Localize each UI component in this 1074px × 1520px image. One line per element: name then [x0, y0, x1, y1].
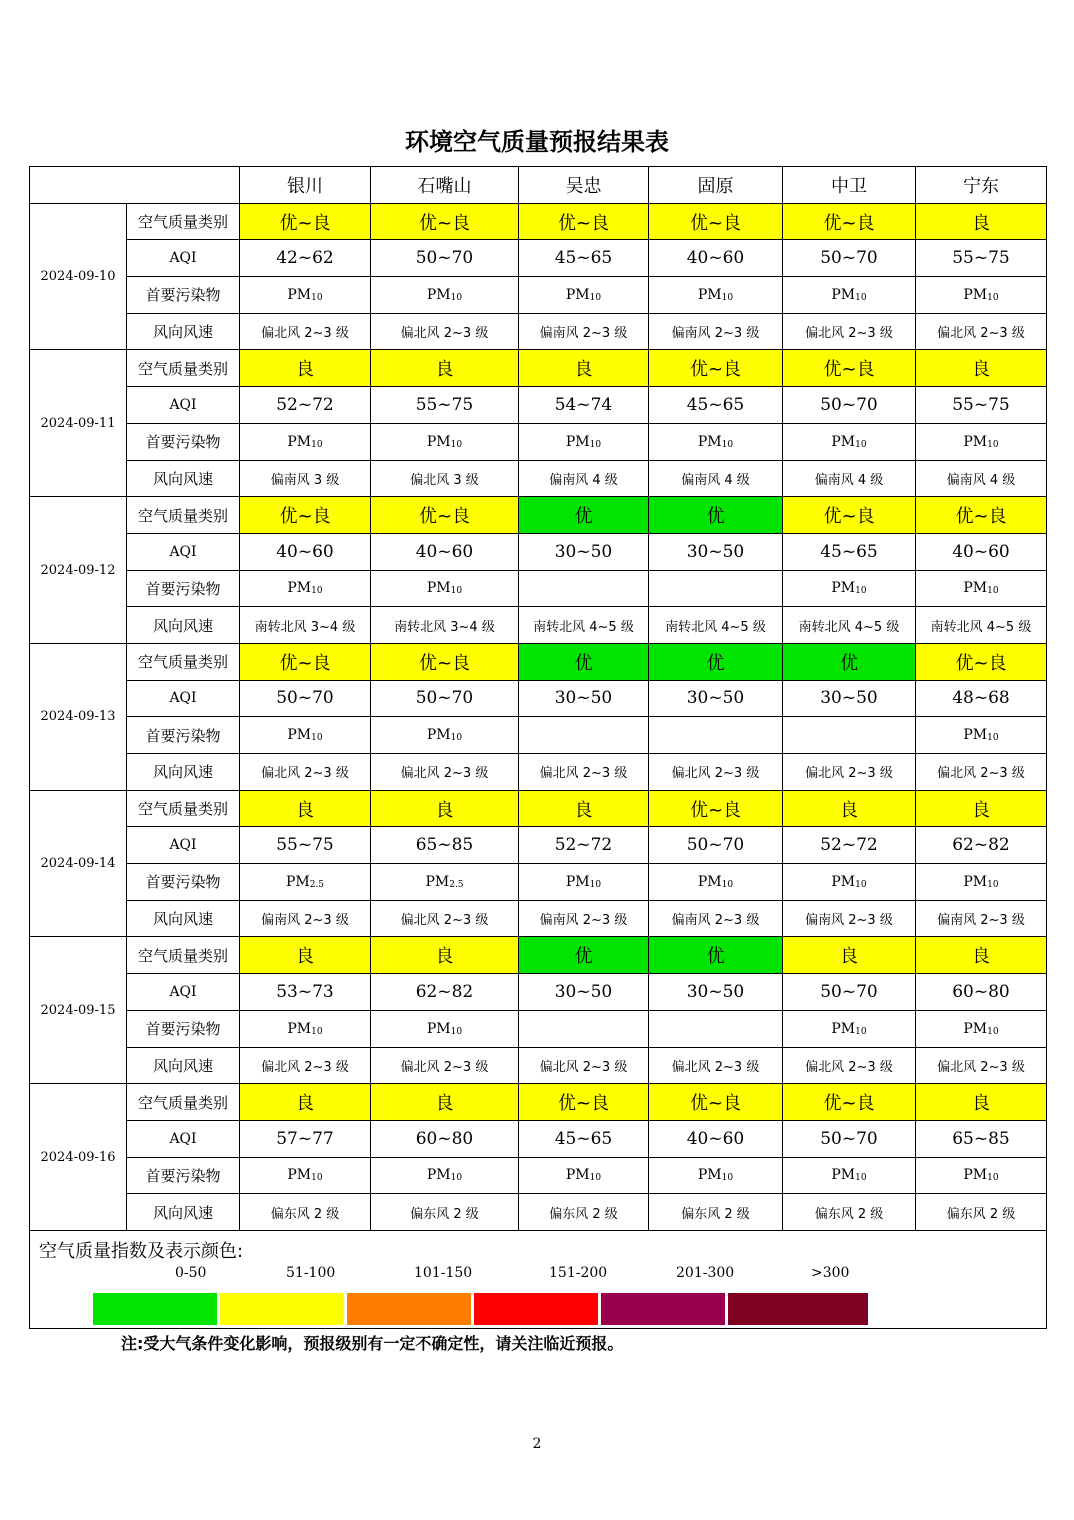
row-label-wind: 风向风速 [127, 313, 240, 350]
table-row [30, 533, 1047, 570]
category-cell: 良 [916, 790, 1047, 827]
table-row [30, 717, 1047, 754]
pollutant-cell: $PM_{10}$ [649, 423, 783, 460]
legend-range-label: 0-50 [175, 1264, 207, 1281]
category-cell: 良 [240, 350, 371, 387]
category-cell: 优 [519, 643, 649, 680]
table-row [30, 974, 1047, 1011]
row-label-wind: 风向风速 [127, 1194, 240, 1231]
category-cell: 良 [519, 790, 649, 827]
header-row [30, 167, 1047, 204]
table-row [30, 313, 1047, 350]
wind-cell: 偏北风 2~3 级 [371, 1047, 519, 1084]
category-cell: 优 [649, 497, 783, 534]
table-row [30, 570, 1047, 607]
category-cell: 良 [240, 937, 371, 974]
table-row [30, 680, 1047, 717]
table-row [30, 387, 1047, 424]
aqi-cell: 30~50 [519, 680, 649, 717]
pollutant-cell: $PM_{10}$ [916, 423, 1047, 460]
wind-cell: 南转北风 3~4 级 [240, 607, 371, 644]
row-label-pollutant: 首要污染物 [127, 717, 240, 754]
pollutant-cell: $PM_{10}$ [783, 423, 916, 460]
category-cell: 优~良 [783, 497, 916, 534]
wind-cell: 偏南风 2~3 级 [649, 313, 783, 350]
table-row [30, 277, 1047, 314]
pollutant-cell: $PM_{10}$ [519, 1157, 649, 1194]
row-label-category: 空气质量类别 [127, 790, 240, 827]
pollutant-cell: $PM_{10}$ [916, 1157, 1047, 1194]
pollutant-cell: $PM_{10}$ [783, 1010, 916, 1047]
category-cell: 优~良 [519, 203, 649, 240]
category-cell: 优 [519, 497, 649, 534]
aqi-cell: 48~68 [916, 680, 1047, 717]
row-label-aqi: AQI [127, 680, 240, 717]
date-cell: 2024-09-12 [30, 497, 127, 644]
wind-cell: 偏北风 2~3 级 [519, 754, 649, 791]
aqi-cell: 62~82 [916, 827, 1047, 864]
wind-cell: 南转北风 4~5 级 [519, 607, 649, 644]
city-header: 吴忠 [519, 167, 649, 204]
aqi-cell: 50~70 [783, 240, 916, 277]
category-cell: 优 [519, 937, 649, 974]
aqi-cell: 40~60 [649, 1120, 783, 1157]
legend-color-bar [92, 1292, 218, 1326]
wind-cell: 南转北风 4~5 级 [649, 607, 783, 644]
pollutant-cell: $PM_{10}$ [649, 864, 783, 901]
row-label-category: 空气质量类别 [127, 497, 240, 534]
city-header: 宁东 [916, 167, 1047, 204]
row-label-category: 空气质量类别 [127, 350, 240, 387]
city-header: 银川 [240, 167, 371, 204]
category-cell: 良 [240, 1084, 371, 1121]
category-cell: 良 [371, 937, 519, 974]
date-cell: 2024-09-16 [30, 1084, 127, 1231]
aqi-cell: 53~73 [240, 974, 371, 1011]
wind-cell: 偏北风 2~3 级 [916, 313, 1047, 350]
aqi-cell: 65~85 [916, 1120, 1047, 1157]
table-row [30, 827, 1047, 864]
category-cell: 优~良 [783, 1084, 916, 1121]
pollutant-cell [649, 1010, 783, 1047]
row-label-wind: 风向风速 [127, 900, 240, 937]
table-row [30, 460, 1047, 497]
wind-cell: 偏北风 2~3 级 [783, 313, 916, 350]
pollutant-cell: $PM_{10}$ [371, 277, 519, 314]
category-cell: 优~良 [783, 350, 916, 387]
aqi-cell: 30~50 [649, 974, 783, 1011]
category-cell: 优~良 [649, 203, 783, 240]
aqi-cell: 60~80 [371, 1120, 519, 1157]
pollutant-cell [519, 570, 649, 607]
aqi-cell: 42~62 [240, 240, 371, 277]
pollutant-cell [649, 570, 783, 607]
aqi-cell: 45~65 [649, 387, 783, 424]
wind-cell: 南转北风 4~5 级 [783, 607, 916, 644]
category-cell: 良 [916, 350, 1047, 387]
aqi-cell: 50~70 [240, 680, 371, 717]
aqi-cell: 45~65 [519, 240, 649, 277]
city-header: 中卫 [783, 167, 916, 204]
aqi-cell: 52~72 [519, 827, 649, 864]
table-row [30, 1194, 1047, 1231]
row-label-category: 空气质量类别 [127, 643, 240, 680]
header-corner [30, 167, 240, 204]
category-cell: 优~良 [649, 350, 783, 387]
legend-range-label: 51-100 [286, 1264, 336, 1281]
table-row [30, 497, 1047, 534]
category-cell: 优~良 [240, 497, 371, 534]
row-label-pollutant: 首要污染物 [127, 277, 240, 314]
aqi-cell: 40~60 [371, 533, 519, 570]
wind-cell: 偏东风 2 级 [916, 1194, 1047, 1231]
table-row [30, 1010, 1047, 1047]
aqi-cell: 55~75 [371, 387, 519, 424]
aqi-cell: 45~65 [519, 1120, 649, 1157]
legend-range-label: 201-300 [676, 1264, 735, 1281]
aqi-cell: 30~50 [783, 680, 916, 717]
pollutant-cell: $PM_{10}$ [519, 864, 649, 901]
category-cell: 良 [371, 790, 519, 827]
aqi-cell: 50~70 [783, 974, 916, 1011]
category-cell: 良 [783, 790, 916, 827]
legend-color-bar [219, 1292, 345, 1326]
table-row [30, 423, 1047, 460]
wind-cell: 偏南风 4 级 [519, 460, 649, 497]
wind-cell: 南转北风 3~4 级 [371, 607, 519, 644]
pollutant-cell: $PM_{10}$ [519, 277, 649, 314]
aqi-cell: 30~50 [519, 974, 649, 1011]
pollutant-cell: $PM_{10}$ [916, 1010, 1047, 1047]
wind-cell: 偏南风 3 级 [240, 460, 371, 497]
legend-color-bar [473, 1292, 599, 1326]
wind-cell: 偏南风 2~3 级 [916, 900, 1047, 937]
wind-cell: 偏北风 2~3 级 [240, 313, 371, 350]
aqi-cell: 55~75 [240, 827, 371, 864]
legend-color-bar [600, 1292, 726, 1326]
pollutant-cell: $PM_{10}$ [649, 277, 783, 314]
table-row [30, 864, 1047, 901]
legend-labels [30, 1265, 1030, 1285]
category-cell: 优~良 [371, 203, 519, 240]
aqi-cell: 60~80 [916, 974, 1047, 1011]
row-label-aqi: AQI [127, 533, 240, 570]
wind-cell: 偏北风 2~3 级 [916, 754, 1047, 791]
row-label-wind: 风向风速 [127, 1047, 240, 1084]
category-cell: 优 [783, 643, 916, 680]
row-label-category: 空气质量类别 [127, 203, 240, 240]
legend-title: 空气质量指数及表示颜色: [39, 1240, 244, 1262]
wind-cell: 偏北风 2~3 级 [916, 1047, 1047, 1084]
pollutant-cell: $PM_{10}$ [371, 423, 519, 460]
pollutant-cell: $PM_{10}$ [371, 717, 519, 754]
wind-cell: 偏北风 2~3 级 [519, 1047, 649, 1084]
pollutant-cell [649, 717, 783, 754]
category-cell: 良 [240, 790, 371, 827]
pollutant-cell [519, 717, 649, 754]
forecast-table [29, 166, 1047, 1329]
pollutant-cell: $PM_{2.5}$ [371, 864, 519, 901]
table-row [30, 240, 1047, 277]
category-cell: 良 [916, 937, 1047, 974]
wind-cell: 偏北风 2~3 级 [371, 754, 519, 791]
table-row [30, 754, 1047, 791]
pollutant-cell: $PM_{10}$ [649, 1157, 783, 1194]
wind-cell: 偏北风 3 级 [371, 460, 519, 497]
wind-cell: 偏北风 2~3 级 [783, 1047, 916, 1084]
table-row [30, 1157, 1047, 1194]
pollutant-cell: $PM_{2.5}$ [240, 864, 371, 901]
row-label-category: 空气质量类别 [127, 1084, 240, 1121]
pollutant-cell: $PM_{10}$ [371, 1157, 519, 1194]
category-cell: 优~良 [916, 497, 1047, 534]
legend-range-label: >300 [811, 1264, 850, 1281]
aqi-cell: 40~60 [649, 240, 783, 277]
row-label-wind: 风向风速 [127, 460, 240, 497]
row-label-wind: 风向风速 [127, 607, 240, 644]
aqi-cell: 52~72 [783, 827, 916, 864]
aqi-cell: 55~75 [916, 240, 1047, 277]
pollutant-cell: $PM_{10}$ [916, 717, 1047, 754]
table-row [30, 203, 1047, 240]
wind-cell: 偏北风 2~3 级 [649, 754, 783, 791]
wind-cell: 偏北风 2~3 级 [371, 313, 519, 350]
wind-cell: 偏南风 2~3 级 [649, 900, 783, 937]
aqi-cell: 55~75 [916, 387, 1047, 424]
category-cell: 良 [916, 1084, 1047, 1121]
date-cell: 2024-09-15 [30, 937, 127, 1084]
aqi-cell: 62~82 [371, 974, 519, 1011]
wind-cell: 偏北风 2~3 级 [371, 900, 519, 937]
aqi-cell: 30~50 [519, 533, 649, 570]
legend [30, 1230, 1047, 1328]
pollutant-cell: $PM_{10}$ [916, 864, 1047, 901]
wind-cell: 南转北风 4~5 级 [916, 607, 1047, 644]
wind-cell: 偏南风 4 级 [916, 460, 1047, 497]
date-cell: 2024-09-13 [30, 643, 127, 790]
category-cell: 优~良 [519, 1084, 649, 1121]
aqi-cell: 30~50 [649, 680, 783, 717]
wind-cell: 偏南风 2~3 级 [519, 900, 649, 937]
pollutant-cell [783, 717, 916, 754]
wind-cell: 偏北风 2~3 级 [240, 1047, 371, 1084]
wind-cell: 偏东风 2 级 [519, 1194, 649, 1231]
pollutant-cell: $PM_{10}$ [916, 277, 1047, 314]
aqi-cell: 52~72 [240, 387, 371, 424]
aqi-cell: 50~70 [649, 827, 783, 864]
aqi-cell: 65~85 [371, 827, 519, 864]
aqi-cell: 50~70 [371, 240, 519, 277]
pollutant-cell: $PM_{10}$ [371, 1010, 519, 1047]
aqi-cell: 30~50 [649, 533, 783, 570]
pollutant-cell: $PM_{10}$ [519, 423, 649, 460]
wind-cell: 偏东风 2 级 [649, 1194, 783, 1231]
row-label-aqi: AQI [127, 974, 240, 1011]
category-cell: 良 [519, 350, 649, 387]
table-row [30, 937, 1047, 974]
legend-color-bar [346, 1292, 472, 1326]
wind-cell: 偏南风 2~3 级 [783, 900, 916, 937]
aqi-cell: 45~65 [783, 533, 916, 570]
category-cell: 优~良 [649, 1084, 783, 1121]
aqi-cell: 40~60 [916, 533, 1047, 570]
category-cell: 优~良 [916, 643, 1047, 680]
pollutant-cell [519, 1010, 649, 1047]
row-label-category: 空气质量类别 [127, 937, 240, 974]
page-title: 环境空气质量预报结果表 [405, 128, 669, 156]
aqi-cell: 57~77 [240, 1120, 371, 1157]
table-row [30, 1047, 1047, 1084]
category-cell: 优~良 [240, 203, 371, 240]
aqi-cell: 50~70 [783, 387, 916, 424]
legend-range-label: 151-200 [549, 1264, 608, 1281]
wind-cell: 偏南风 4 级 [783, 460, 916, 497]
date-cell: 2024-09-14 [30, 790, 127, 937]
category-cell: 优~良 [649, 790, 783, 827]
pollutant-cell: $PM_{10}$ [240, 1157, 371, 1194]
wind-cell: 偏东风 2 级 [240, 1194, 371, 1231]
pollutant-cell: $PM_{10}$ [240, 717, 371, 754]
legend-color-bar [727, 1292, 869, 1326]
table-row [30, 1084, 1047, 1121]
pollutant-cell: $PM_{10}$ [783, 1157, 916, 1194]
aqi-cell: 50~70 [371, 680, 519, 717]
pollutant-cell: $PM_{10}$ [916, 570, 1047, 607]
category-cell: 良 [371, 350, 519, 387]
wind-cell: 偏东风 2 级 [783, 1194, 916, 1231]
category-cell: 优 [649, 937, 783, 974]
row-label-pollutant: 首要污染物 [127, 423, 240, 460]
wind-cell: 偏北风 2~3 级 [240, 754, 371, 791]
forecast-note: 注:受大气条件变化影响，预报级别有一定不确定性，请关注临近预报。 [121, 1334, 624, 1353]
aqi-cell: 54~74 [519, 387, 649, 424]
category-cell: 优~良 [783, 203, 916, 240]
date-cell: 2024-09-11 [30, 350, 127, 497]
wind-cell: 偏南风 2~3 级 [519, 313, 649, 350]
pollutant-cell: $PM_{10}$ [783, 570, 916, 607]
table-row [30, 1120, 1047, 1157]
row-label-wind: 风向风速 [127, 754, 240, 791]
category-cell: 优 [649, 643, 783, 680]
pollutant-cell: $PM_{10}$ [240, 277, 371, 314]
pollutant-cell: $PM_{10}$ [371, 570, 519, 607]
category-cell: 良 [916, 203, 1047, 240]
table-row [30, 790, 1047, 827]
pollutant-cell: $PM_{10}$ [240, 423, 371, 460]
page-number: 2 [532, 1436, 542, 1452]
category-cell: 优~良 [371, 497, 519, 534]
pollutant-cell: $PM_{10}$ [240, 1010, 371, 1047]
category-cell: 良 [371, 1084, 519, 1121]
row-label-pollutant: 首要污染物 [127, 1010, 240, 1047]
row-label-aqi: AQI [127, 827, 240, 864]
table-row [30, 643, 1047, 680]
wind-cell: 偏南风 4 级 [649, 460, 783, 497]
row-label-aqi: AQI [127, 387, 240, 424]
table-row [30, 350, 1047, 387]
category-cell: 优~良 [371, 643, 519, 680]
date-cell: 2024-09-10 [30, 203, 127, 350]
aqi-cell: 50~70 [783, 1120, 916, 1157]
city-header: 固原 [649, 167, 783, 204]
category-cell: 优~良 [240, 643, 371, 680]
table-row [30, 900, 1047, 937]
row-label-aqi: AQI [127, 1120, 240, 1157]
wind-cell: 偏东风 2 级 [371, 1194, 519, 1231]
category-cell: 良 [783, 937, 916, 974]
row-label-aqi: AQI [127, 240, 240, 277]
row-label-pollutant: 首要污染物 [127, 1157, 240, 1194]
aqi-cell: 40~60 [240, 533, 371, 570]
pollutant-cell: $PM_{10}$ [783, 864, 916, 901]
table-row [30, 607, 1047, 644]
pollutant-cell: $PM_{10}$ [240, 570, 371, 607]
legend-range-label: 101-150 [414, 1264, 473, 1281]
row-label-pollutant: 首要污染物 [127, 570, 240, 607]
wind-cell: 偏北风 2~3 级 [649, 1047, 783, 1084]
row-label-pollutant: 首要污染物 [127, 864, 240, 901]
wind-cell: 偏北风 2~3 级 [783, 754, 916, 791]
city-header: 石嘴山 [371, 167, 519, 204]
wind-cell: 偏南风 2~3 级 [240, 900, 371, 937]
pollutant-cell: $PM_{10}$ [783, 277, 916, 314]
